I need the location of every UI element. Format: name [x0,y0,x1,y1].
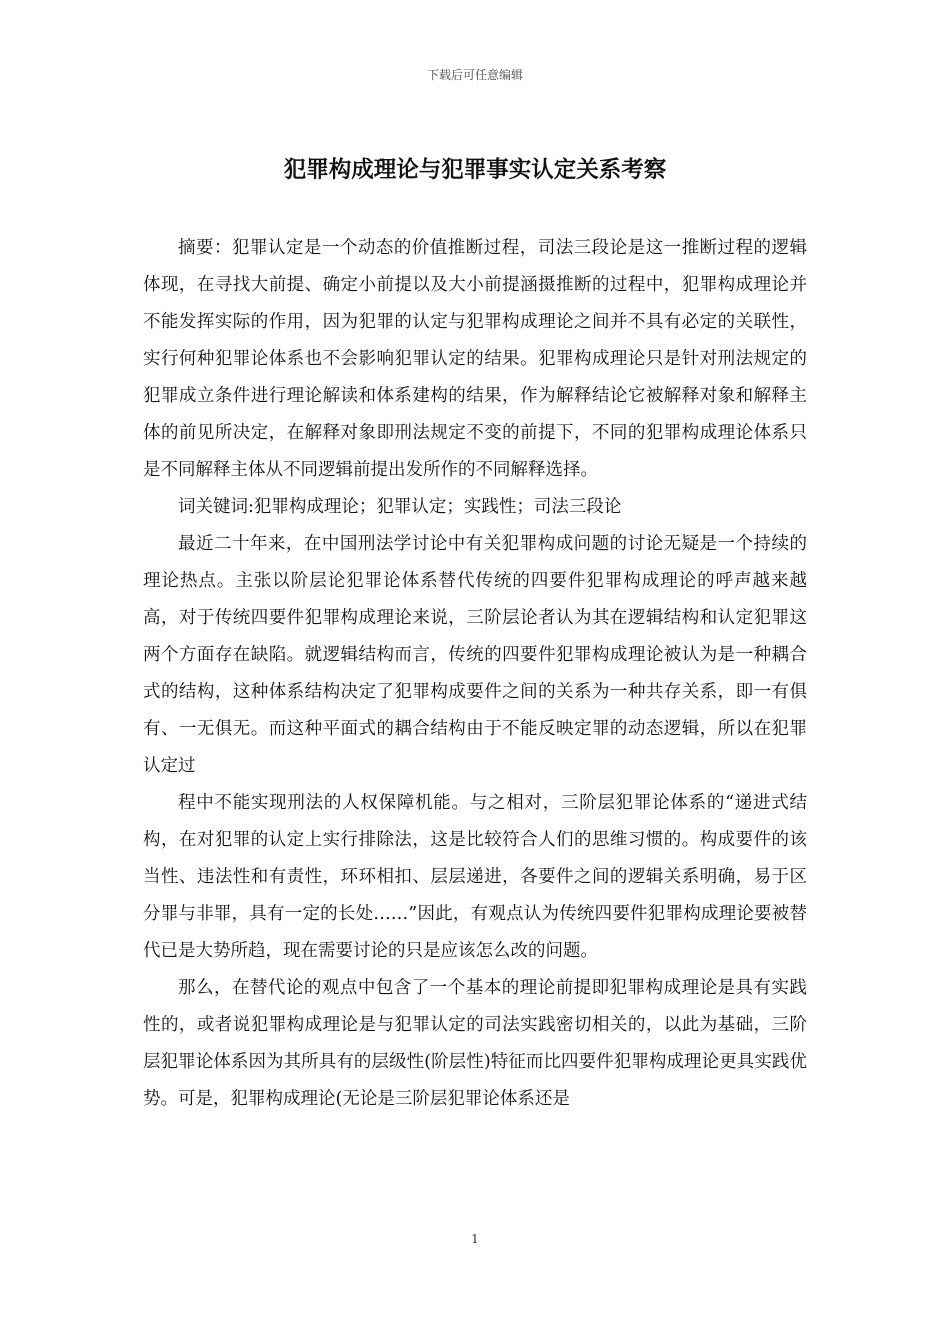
document-body [143,230,807,1118]
page-number: 1 [471,1232,479,1246]
keywords-paragraph: 词关键词:犯罪构成理论；犯罪认定；实践性；司法三段论 [178,497,622,517]
body-paragraph: 最近二十年来，在中国刑法学讨论中有关犯罪构成问题的讨论无疑是一个持续的理论热点。主张以阶层论犯罪论体系替代传统的四要件犯罪构成理论的呼声越来越高，对于传统四要件犯罪构成理论来说，三阶层论者认为其在逻辑结构和认定犯罪这两个方面存在缺陷。就逻辑结构而言，传统的四要件犯罪构成理论被认为是一种耦合式的结构，这种体系结构决定了犯罪构成要件之间的关系为一种共存关系，即一有俱有、一无俱无。而这种平面式的耦合结构由于不能反映定罪的动态逻辑，所以在犯罪认定过 [143,534,807,776]
body-paragraph: 那么，在替代论的观点中包含了一个基本的理论前提即犯罪构成理论是具有实践性的，或者说犯罪构成理论是与犯罪认定的司法实践密切相关的，以此为基础，三阶层犯罪论体系因为其所具有的层级性(阶层性)特征而比四要件犯罪构成理论更具实践优势。可是，犯罪构成理论(无论是三阶层犯罪论体系还是 [143,978,807,1109]
document-title: 犯罪构成理论与犯罪事实认定关系考察 [283,157,667,183]
page-header: 下载后可任意编辑 [426,68,523,82]
abstract-paragraph: 摘要：犯罪认定是一个动态的价值推断过程，司法三段论是这一推断过程的逻辑体现，在寻找大前提、确定小前提以及大小前提涵摄推断的过程中，犯罪构成理论并不能发挥实际的作用，因为犯罪的认定与犯罪构成理论之间并不具有必定的关联性，实行何种犯罪论体系也不会影响犯罪认定的结果。犯罪构成理论只是针对刑法规定的犯罪成立条件进行理论解读和体系建构的结果，作为解释结论它被解释对象和解释主体的前见所决定，在解释对象即刑法规定不变的前提下，不同的犯罪构成理论体系只是不同解释主体从不同逻辑前提出发所作的不同解释选择。 [143,238,807,480]
body-paragraph: 程中不能实现刑法的人权保障机能。与之相对，三阶层犯罪论体系的“递进式结构，在对犯罪的认定上实行排除法，这是比较符合人们的思维习惯的。构成要件的该当性、违法性和有责性，环环相扣、层层递进，各要件之间的逻辑关系明确，易于区分罪与非罪，具有一定的长处……”因此，有观点认为传统四要件犯罪构成理论要被替代已是大势所趋，现在需要讨论的只是应该怎么改的问题。 [143,793,807,961]
